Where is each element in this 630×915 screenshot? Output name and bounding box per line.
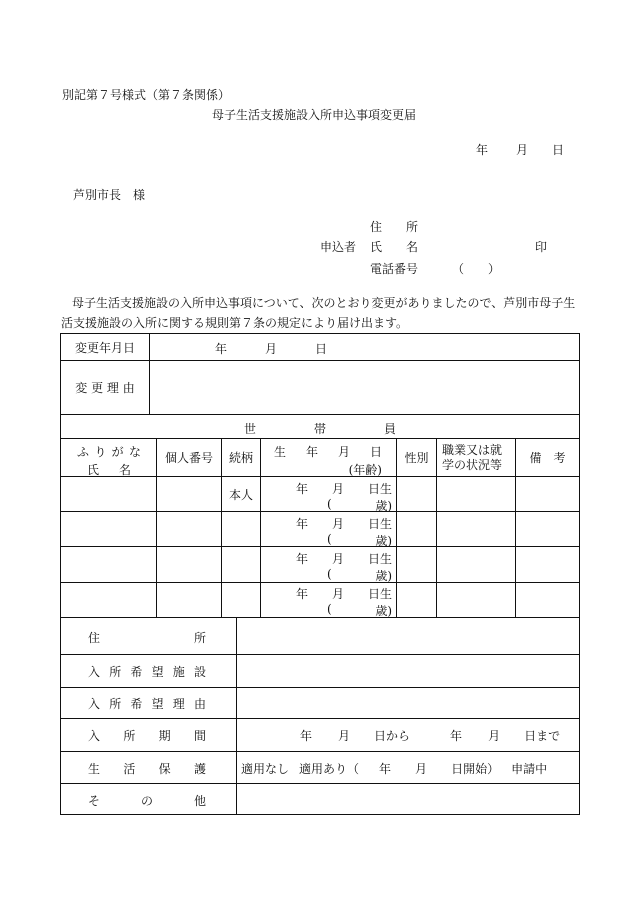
household-header: 世 帯 員	[244, 422, 396, 436]
change-reason-label: 変 更 理 由	[75, 381, 135, 395]
body-text-line-1: 母子生活支援施設の入所申込事項について、次のとおり変更がありましたので、芦別市母子生	[72, 296, 576, 310]
relation-self: 本人	[228, 487, 253, 502]
col-header-birthdate: 生 年 月 日 (年齢)	[274, 445, 382, 477]
address-label: 住 所	[88, 631, 206, 645]
applicant-prefix: 申込者	[320, 240, 357, 254]
address-field[interactable]	[237, 618, 579, 654]
col-name: 氏 名	[87, 463, 131, 477]
col-header-furigana-name	[77, 443, 141, 478]
birthdate-cell[interactable]: 年 月 日生 ( 歳)	[296, 587, 392, 618]
other-label: そ の 他	[88, 794, 206, 808]
addressee: 芦別市長 様	[73, 188, 146, 202]
applicant-address-label: 住 所	[370, 220, 419, 234]
applicant-phone-parens: （ ）	[452, 262, 501, 276]
table-rule	[60, 718, 580, 719]
table-border	[60, 814, 580, 815]
welfare-field[interactable]: 適用なし 適用あり（ 年 月 日開始） 申請中	[241, 762, 548, 776]
birthdate-cell[interactable]: 年 月 日生 ( 歳)	[296, 552, 392, 583]
col-header-occupation: 職業又は就 学の状況等	[442, 443, 503, 472]
reason-label: 入 所 希 望 理 由	[88, 697, 206, 711]
other-field[interactable]	[237, 784, 579, 814]
welfare-none[interactable]: 適用なし	[241, 762, 290, 776]
change-reason-field[interactable]	[150, 361, 579, 414]
date-year: 年	[476, 143, 489, 157]
reason-field[interactable]	[237, 688, 579, 718]
period-label: 入 所 期 間	[88, 729, 206, 743]
change-date-label: 変更年月日	[74, 340, 135, 355]
form-number: 別記第７号様式（第７条関係）	[62, 88, 231, 102]
seal-mark: 印	[535, 240, 548, 254]
birthdate-cell[interactable]: 年 月 日生 ( 歳)	[296, 482, 392, 513]
facility-field[interactable]	[237, 655, 579, 687]
table-rule	[436, 438, 437, 618]
col-furigana: ふ り が な	[77, 445, 141, 459]
date-month: 月	[516, 143, 529, 157]
applicant-phone-label: 電話番号	[370, 262, 419, 276]
welfare-label: 生 活 保 護	[88, 762, 206, 776]
welfare-applied[interactable]: 適用あり（	[299, 762, 360, 776]
date-day: 日	[552, 143, 565, 157]
table-rule	[260, 438, 261, 618]
table-border	[579, 333, 580, 815]
col-header-relation: 続柄	[228, 451, 253, 465]
applicant-name-label: 氏 名	[370, 240, 419, 254]
welfare-pending[interactable]: 申請中	[511, 762, 548, 776]
table-rule	[60, 438, 580, 439]
facility-label: 入 所 希 望 施 設	[88, 665, 206, 679]
table-rule	[60, 751, 580, 752]
birthdate-cell[interactable]: 年 月 日生 ( 歳)	[296, 517, 392, 548]
change-date-field[interactable]: 年 月 日	[215, 342, 328, 356]
period-field[interactable]: 年 月 日から 年 月 日まで	[300, 729, 561, 743]
col-header-sex: 性別	[404, 451, 429, 465]
submission-date	[476, 141, 564, 158]
table-rule	[60, 414, 580, 415]
col-header-mynumber: 個人番号	[164, 451, 213, 465]
body-text-line-2: 活支援施設の入所に関する規則第７条の規定により届け出ます。	[61, 316, 409, 330]
col-header-remarks: 備 考	[529, 451, 566, 465]
form-title: 母子生活支援施設入所申込事項変更届	[212, 108, 417, 122]
